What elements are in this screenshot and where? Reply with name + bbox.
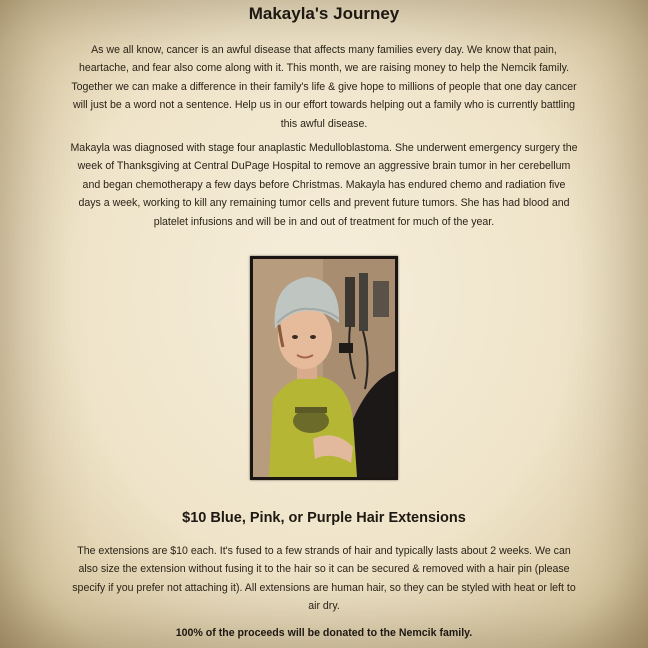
extensions-paragraph: The extensions are $10 each. It's fused to a few strands of hair and typically lasts about 2 weeks. We can also size the extension without fusing it to the hair so it can be secured & removed with a hair pin (please specify if you prefer not attaching it). All extensions are human hair, so they can be styled with heat or left to air dry. — [72, 545, 576, 613]
page-title: Makayla's Journey — [248, 4, 400, 23]
story-paragraph: Makayla was diagnosed with stage four anaplastic Medulloblastoma. She underwent emergency surgery the week of Thanksgiving at Central DuPage Hospital to remove an aggressive brain tumor in her cerebellum and began chemotherapy a few days before Christmas. Makayla has endured chemo and radiation five days a week, working to kill any remaining tumor cells and prevent future tumors. She has had blood and platelet infusions and will be in and out of treatment for much of the year. — [70, 142, 578, 228]
intro-paragraph: As we all know, cancer is an awful disease that affects many families every day. We know that pain, heartache, and fear also come along with it. This month, we are raising money to help the Nemcik family. Together we can make a difference in their family's life & give hope to millions of people that one day cancer will just be a word not a sentence. Help us in our effort towards helping out a family who is currently battling this awful disease. — [71, 44, 577, 130]
photo-frame — [250, 256, 398, 480]
donation-note: 100% of the proceeds will be donated to the Nemcik family. — [175, 627, 473, 639]
makayla-photo — [253, 259, 395, 477]
section-subtitle: $10 Blue, Pink, or Purple Hair Extensions — [182, 510, 466, 526]
